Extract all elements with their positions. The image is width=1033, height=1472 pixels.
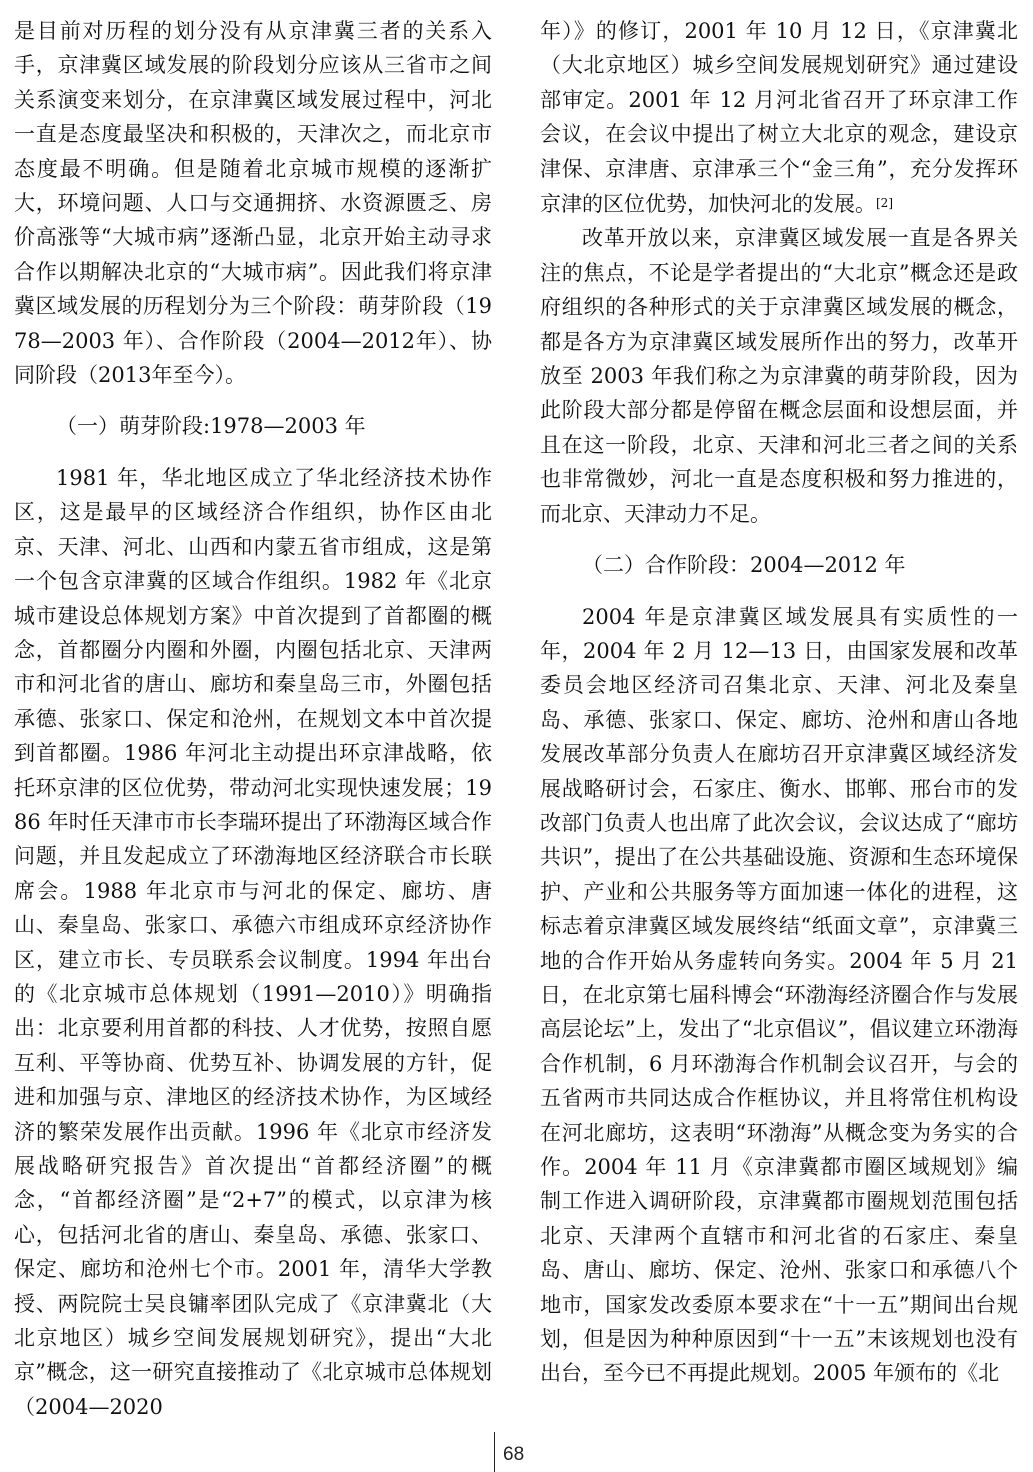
- paragraph-intro-continued: 是目前对历程的划分没有从京津冀三者的关系入手，京津冀区域发展的阶段划分应该从三省市之间关系演变来划分，在京津冀区域发展过程中，河北一直是态度最坚决和积极的，天津次之，而北京市态度最不明确。但是随着北京城市规模的逐渐扩大，环境问题、人口与交通拥挤、水资源匮乏、房价高涨等“大城市病”逐渐凸显，北京开始主动寻求合作以期解决北京的“大城市病”。因此我们将京津冀区域发展的历程划分为三个阶段：萌芽阶段（1978—2003 年）、合作阶段（2004—2012年）、协同阶段（2013年至今）。: [14, 19, 492, 388]
- paragraph-text: 年）》的修订，2001 年 10 月 12 日，《京津冀北（大北京地区）城乡空间发展规划研究》通过建设部审定。2001 年 12 月河北省召开了环京津工作会议，在会议中提出了树立大北京的观念，建设京津保、京津唐、京津承三个“金三角”，充分发挥环京津的区位优势，加快河北的发展。: [540, 19, 1018, 217]
- paragraph-sprouting-continued: [540, 14, 1018, 221]
- page-number-divider: [494, 1432, 495, 1472]
- paragraph-cooperation-stage: 2004 年是京津冀区域发展具有实质性的一年，2004 年 2 月 12—13 日，由国家发展和改革委员会地区经济司召集北京、天津、河北及秦皇岛、承德、张家口、保定、廊坊、沧州和唐山各地发展改革部分负责人在廊坊召开京津冀区域经济发展战略研讨会，石家庄、衡水、邯郸、邢台市的发改部门负责人也出席了此次会议，会议达成了“廊坊共识”，提出了在公共基础设施、资源和生态环境保护、产业和公共服务等方面加速一体化的进程，这标志着京津冀区域发展终结“纸面文章”，京津冀三地的合作开始从务虚转向务实。2004 年 5 月 21 日，在北京第七届科博会“环渤海经济圈合作与发展高层论坛”上，发出了“北京倡议”，倡议建立环渤海合作机制，6 月环渤海合作机制会议召开，与会的五省两市共同达成合作框协议，并且将常住机构设在河北廊坊，这表明“环渤海”从概念变为务实的合作。2004 年 11 月《京津冀都市圈区域规划》编制工作进入调研阶段，京津冀都市圈规划范围包括北京、天津两个直辖市和河北省的石家庄、秦皇岛、唐山、廊坊、保定、沧州、张家口和承德八个地市，国家发改委原本要求在“十一五”期间出台规划，但是因为种种原因到“十一五”末该规划也没有出台，至今已不再提此规划。2005 年颁布的《北: [540, 604, 1018, 1386]
- section-heading-sprouting-stage: （一）萌芽阶段:1978—2003 年: [56, 414, 366, 439]
- page-number: 68: [503, 1444, 525, 1465]
- reference-marker: [2]: [876, 196, 893, 211]
- right-column: [540, 14, 1018, 1391]
- paragraph-reform-summary: 改革开放以来，京津冀区域发展一直是各界关注的焦点，不论是学者提出的“大北京”概念还是政府组织的各种形式的关于京津冀区域发展的概念，都是各方为京津冀区域发展所作出的努力，改革开放至 2003 年我们称之为京津冀的萌芽阶段，因为此阶段大部分都是停留在概念层面和设想层面，并且在这一阶段，北京、天津和河北三者之间的关系也非常微妙，河北一直是态度积极和努力推进的，而北京、天津动力不足。: [540, 226, 1018, 526]
- left-column: [14, 14, 492, 1424]
- paragraph-sprouting-stage: 1981 年，华北地区成立了华北经济技术协作区，这是最早的区域经济合作组织，协作区由北京、天津、河北、山西和内蒙五省市组成，这是第一个包含京津冀的区域合作组织。1982 年《北京城市建设总体规划方案》中首次提到了首都圈的概念，首都圈分内圈和外圈，内圈包括北京、天津两市和河北省的唐山、廊坊和秦皇岛三市，外圈包括承德、张家口、保定和沧州，在规划文本中首次提到首都圈。1986 年河北主动提出环京津战略，依托环京津的区位优势，带动河北实现快速发展；1986 年时任天津市市长李瑞环提出了环渤海区域合作问题，并且发起成立了环渤海地区经济联合市长联席会。1988 年北京市与河北的保定、廊坊、唐山、秦皇岛、张家口、承德六市组成环京经济协作区，建立市长、专员联系会议制度。1994 年出台的《北京城市总体规划（1991—2010）》明确指出：北京要利用首都的科技、人才优势，按照自愿互利、平等协商、优势互补、协调发展的方针，促进和加强与京、津地区的经济技术协作，为区域经济的繁荣发展作出贡献。1996 年《北京市经济发展战略研究报告》首次提出“首都经济圈”的概念，“首都经济圈”是“2+7”的模式，以京津为核心，包括河北省的唐山、秦皇岛、承德、张家口、保定、廊坊和沧州七个市。2001 年，清华大学教授、两院院士吴良镛率团队完成了《京津冀北（大北京地区）城乡空间发展规划研究》，提出“大北京”概念，这一研究直接推动了《北京城市总体规划（2004—2020: [14, 465, 492, 1419]
- section-heading-cooperation-stage: （二）合作阶段：2004—2012 年: [582, 553, 906, 578]
